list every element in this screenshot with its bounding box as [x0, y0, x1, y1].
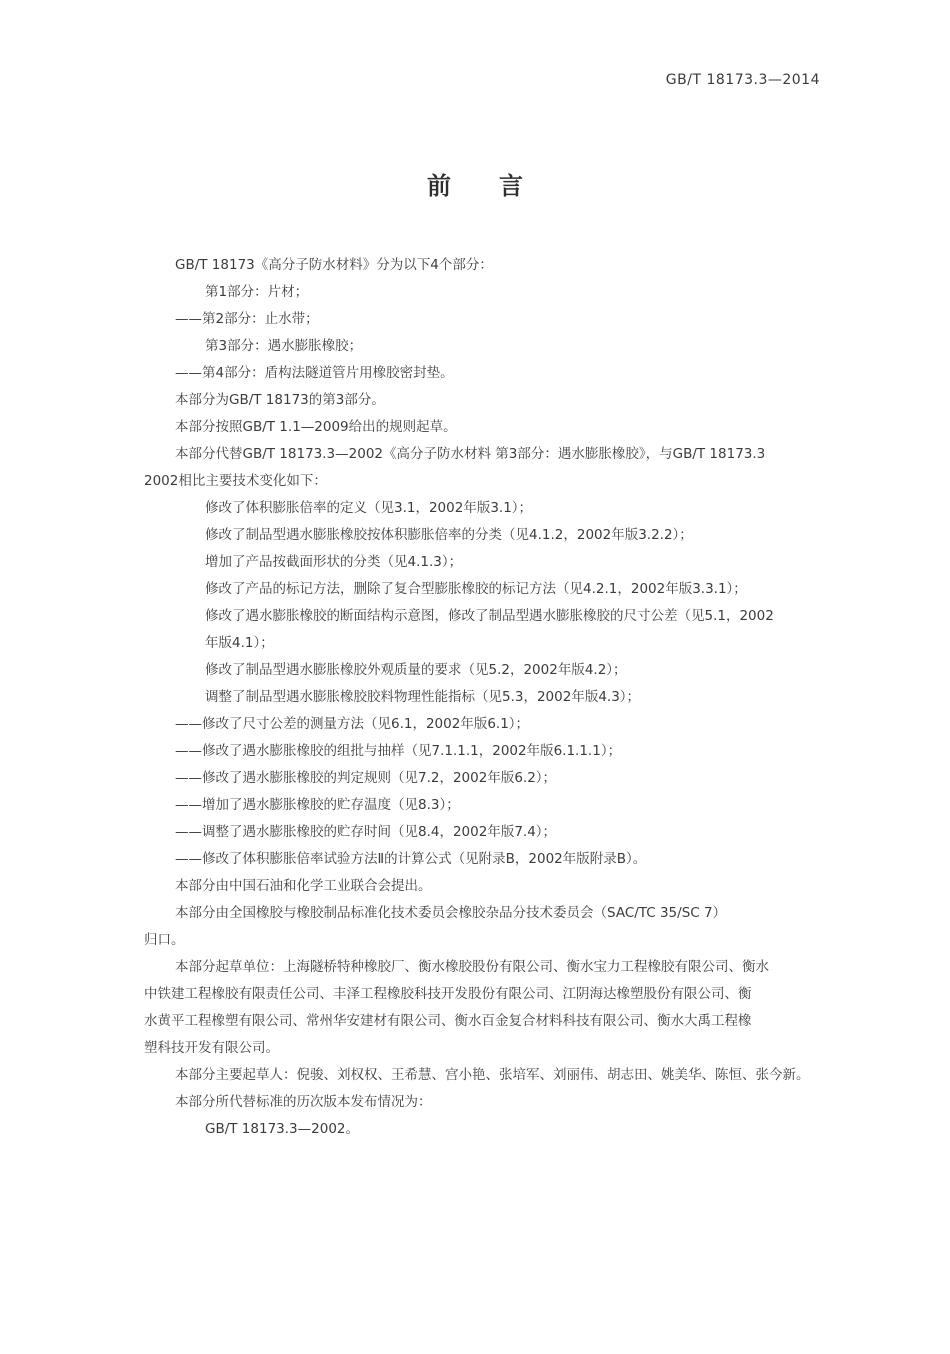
list-item: 修改了制品型遇水膨胀橡胶外观质量的要求（见5.2，2002年版4.2）；	[205, 662, 627, 678]
paragraph: 本部分起草单位：上海隧桥特种橡胶厂、衡水橡胶股份有限公司、衡水宝力工程橡胶有限公司、衡水	[175, 959, 769, 975]
paragraph: 2002相比主要技术变化如下：	[144, 473, 327, 489]
list-item: 第3部分：遇水膨胀橡胶；	[205, 338, 363, 354]
list-item: 修改了产品的标记方法，删除了复合型膨胀橡胶的标记方法（见4.2.1，2002年版3.3.1）；	[205, 581, 747, 597]
paragraph: 中铁建工程橡胶有限责任公司、丰泽工程橡胶科技开发股份有限公司、江阴海达橡塑股份有限公司、衡	[144, 986, 752, 1002]
page-title: 前言	[427, 172, 571, 200]
paragraph: 本部分主要起草人：倪骏、刘权权、王希慧、宫小艳、张培军、刘丽伟、胡志田、姚美华、陈恒、张今新。	[175, 1067, 810, 1083]
standard-number: GB/T 18173.3—2014	[665, 72, 820, 88]
paragraph: 本部分由中国石油和化学工业联合会提出。	[175, 878, 432, 894]
list-item: ——调整了遇水膨胀橡胶的贮存时间（见8.4，2002年版7.4）；	[175, 824, 557, 840]
list-item: ——修改了体积膨胀倍率试验方法Ⅱ的计算公式（见附录B，2002年版附录B）。	[175, 851, 647, 867]
list-item: ——第4部分：盾构法隧道管片用橡胶密封垫。	[175, 365, 454, 381]
list-item: ——修改了遇水膨胀橡胶的判定规则（见7.2，2002年版6.2）；	[175, 770, 557, 786]
paragraph: 本部分所代替标准的历次版本发布情况为：	[175, 1094, 432, 1110]
paragraph: GB/T 18173.3—2002。	[205, 1121, 359, 1137]
paragraph: 本部分由全国橡胶与橡胶制品标准化技术委员会橡胶杂品分技术委员会（SAC/TC 35/SC 7）	[175, 905, 727, 921]
paragraph: 本部分按照GB/T 1.1—2009给出的规则起草。	[175, 419, 457, 435]
list-item: 年版4.1）；	[205, 635, 274, 651]
paragraph: 归口。	[144, 932, 185, 948]
paragraph: 水黄平工程橡塑有限公司、常州华安建材有限公司、衡水百金复合材料科技有限公司、衡水大禹工程橡	[144, 1013, 752, 1029]
paragraph: 本部分为GB/T 18173的第3部分。	[175, 392, 385, 408]
list-item: 调整了制品型遇水膨胀橡胶胶料物理性能指标（见5.3，2002年版4.3）；	[205, 689, 641, 705]
paragraph: 塑科技开发有限公司。	[144, 1040, 279, 1056]
paragraph: GB/T 18173《高分子防水材料》分为以下4个部分：	[175, 257, 493, 273]
list-item: 增加了产品按截面形状的分类（见4.1.3）；	[205, 554, 463, 570]
list-item: 第1部分：片材；	[205, 284, 309, 300]
list-item: ——增加了遇水膨胀橡胶的贮存温度（见8.3）；	[175, 797, 460, 813]
list-item: ——修改了遇水膨胀橡胶的组批与抽样（见7.1.1.1，2002年版6.1.1.1）；	[175, 743, 622, 759]
list-item: 修改了遇水膨胀橡胶的断面结构示意图，修改了制品型遇水膨胀橡胶的尺寸公差（见5.1，2002	[205, 608, 774, 624]
list-item: 修改了制品型遇水膨胀橡胶按体积膨胀倍率的分类（见4.1.2，2002年版3.2.2）；	[205, 527, 693, 543]
list-item: ——第2部分：止水带；	[175, 311, 319, 327]
paragraph: 本部分代替GB/T 18173.3—2002《高分子防水材料 第3部分：遇水膨胀橡胶》，与GB/T 18173.3	[175, 446, 766, 462]
list-item: ——修改了尺寸公差的测量方法（见6.1，2002年版6.1）；	[175, 716, 530, 732]
list-item: 修改了体积膨胀倍率的定义（见3.1，2002年版3.1）；	[205, 500, 533, 516]
